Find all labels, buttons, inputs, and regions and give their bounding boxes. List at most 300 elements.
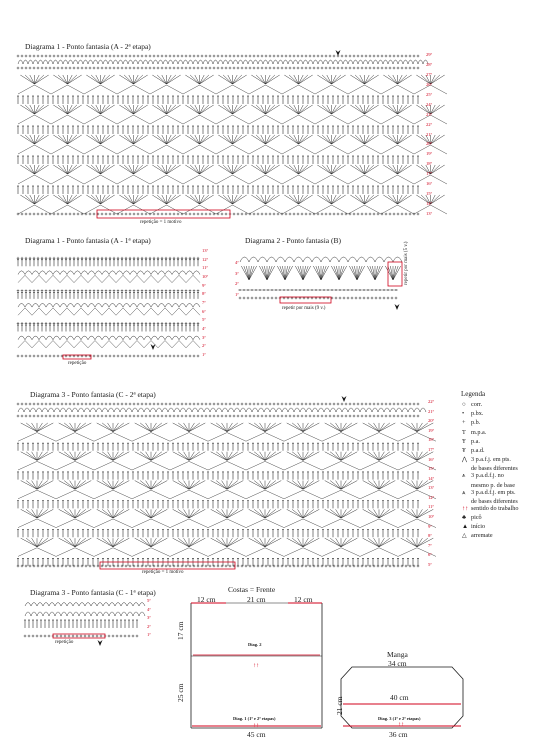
- d1a2-fan-row: [233, 135, 242, 144]
- d1a2-fan-row: [190, 75, 199, 84]
- d3c2-fan-row: [113, 538, 129, 547]
- d1a1-diag-row: [67, 308, 74, 315]
- d2-row-label: 1ª: [235, 292, 239, 297]
- d1a2-diag-row: [35, 115, 52, 124]
- d3c2-fan-row: [173, 481, 189, 490]
- d1a1-row-label: 7ª: [202, 300, 206, 305]
- d3c2-diag-row: [227, 490, 246, 499]
- d3c2-diag-row: [341, 461, 360, 470]
- d3c2-fan-row: [368, 538, 379, 547]
- d2-chain-row: [299, 289, 302, 291]
- d1a2-diag-row: [431, 175, 448, 184]
- d3c1-leaf-row: [85, 612, 97, 616]
- d1a2-fan-row: [101, 75, 110, 84]
- d3c2-fan-row: [173, 452, 189, 461]
- d3c2-fan-row: [254, 509, 265, 518]
- d3c2-row-label: 12ª: [428, 494, 434, 500]
- d1a2-diag-row: [51, 145, 68, 154]
- d1a2-diag-row: [68, 115, 85, 124]
- d1a2-diag-row: [84, 175, 101, 184]
- d3c2-diag-row: [208, 461, 227, 470]
- d2-chain-row: [283, 289, 286, 291]
- d1a2-fan-row: [68, 105, 77, 114]
- d3c2-fan-row: [292, 538, 303, 547]
- d1a2-fan-row: [365, 165, 374, 174]
- d1a2-diag-row: [332, 145, 349, 154]
- d3c2-pico-row: [174, 408, 186, 412]
- d1a2-fan-row: [223, 135, 232, 144]
- d3c2-diag-row: [341, 548, 360, 557]
- d1a2-fan-row: [355, 195, 364, 204]
- d1a2-diag-row: [183, 85, 200, 94]
- d3c2-diag-row: [208, 548, 227, 557]
- d3c2-diag-row: [37, 519, 56, 528]
- d3c2-diag-row: [170, 433, 189, 442]
- d1a1-row-label: 9ª: [202, 282, 206, 288]
- d3c2-fan-row: [379, 538, 390, 547]
- d1a2-fan-row: [365, 195, 374, 204]
- d1a1-row-label: 3ª: [202, 334, 206, 340]
- d3c2-pico-row: [294, 408, 306, 412]
- d1a2-fan-row: [355, 105, 364, 114]
- d3c2-fan-row: [401, 509, 417, 518]
- d1a2-diag-row: [365, 205, 382, 214]
- d3c2-diag-row: [94, 490, 113, 499]
- d2-row-label: 3ª: [235, 270, 239, 276]
- d1a1-diag-row: [18, 308, 25, 315]
- d1a2-diag-row: [266, 205, 283, 214]
- d3c2-fan-row: [265, 423, 276, 432]
- d1a1-diag-row: [172, 308, 179, 315]
- d1a2-row-label: 16ª: [426, 181, 432, 187]
- d1a1-diag-row: [109, 341, 116, 348]
- d1a2-diag-row: [134, 115, 151, 124]
- d1a2-diag-row: [315, 115, 332, 124]
- d3c2-fan-row: [26, 481, 37, 490]
- d1a1-diag-row: [144, 341, 151, 348]
- d3c1-finish-arrow: [98, 640, 103, 646]
- d3c2-fan-row: [330, 423, 341, 432]
- d1a2-fan-row: [91, 135, 100, 144]
- d3c2-fan-row: [341, 423, 352, 432]
- d1a2-diag-row: [68, 205, 85, 214]
- d3c2-fan-row: [227, 538, 238, 547]
- d3c2-fan-row: [135, 481, 151, 490]
- d3c2-fan-row: [379, 509, 390, 518]
- d3c2-fan-row: [75, 509, 91, 518]
- d3c2-fan-row: [151, 538, 162, 547]
- d1a2-fan-row: [322, 135, 331, 144]
- d3c2-fan-row: [140, 509, 151, 518]
- repeticao-note-1: repetição: [68, 361, 87, 366]
- d1a2-diag-row: [51, 85, 68, 94]
- d3c2-fan-row: [178, 509, 189, 518]
- d1a2-fan-row: [223, 75, 232, 84]
- d1a2-pico-row: [158, 60, 168, 64]
- d1a2-fan-row: [157, 195, 166, 204]
- d1a1-leaf-row: [130, 336, 144, 340]
- d2-chain-row: [263, 289, 266, 291]
- d3c2-row-label: 17ª: [428, 446, 434, 452]
- d3c2-diag-row: [265, 548, 284, 557]
- d1a1-leaf-row: [186, 303, 200, 307]
- d3c2-fan-row: [401, 452, 417, 461]
- d3c2-fan-row: [341, 452, 352, 461]
- d3c2-fan-row: [37, 423, 53, 432]
- d3c2-row-label: 18ª: [428, 437, 434, 443]
- d3c2-fan-row: [189, 423, 205, 432]
- d3c2-fan-row: [325, 481, 341, 490]
- d1a2-diag-row: [282, 175, 299, 184]
- d1a2-diag-row: [68, 145, 85, 154]
- d1a1-diag-row: [74, 341, 81, 348]
- d3c2-fan-row: [265, 452, 276, 461]
- d3c2-diag-row: [322, 461, 341, 470]
- d1a1-diag-row: [88, 308, 95, 315]
- d1a2-fan-row: [233, 75, 242, 84]
- d3c2-diag-row: [56, 490, 75, 499]
- d2-chain-row: [307, 289, 310, 291]
- d3c2-fan-row: [189, 509, 200, 518]
- d2-chain-row: [387, 289, 390, 291]
- d1a2-diag-row: [398, 205, 415, 214]
- d3c2-diag-row: [132, 490, 151, 499]
- d1a2-row-label: 26ª: [426, 81, 432, 87]
- d3c2-fan-row: [75, 452, 86, 461]
- d3c2-fan-row: [265, 481, 276, 490]
- d1a2-diag-row: [233, 175, 250, 184]
- d3c2-fan-row: [178, 423, 189, 432]
- d1a2-diag-row: [68, 85, 85, 94]
- diagram1-a1-title: Diagrama 1 - Ponto fantasia (A - 1ª etapa): [25, 236, 151, 245]
- d1a1-row-label: 13ª: [202, 248, 208, 253]
- d1a2-pico-row: [408, 60, 418, 64]
- d1a2-diag-row: [150, 205, 167, 214]
- d3c2-fan-row: [292, 452, 303, 461]
- d1a2-fan-row: [68, 75, 77, 84]
- d1a2-diag-row: [266, 175, 283, 184]
- d1a2-fan-row: [398, 105, 407, 114]
- d1a2-fan-row: [299, 135, 308, 144]
- d1a1-diag-row: [46, 275, 53, 282]
- d3c2-pico-row: [378, 408, 390, 412]
- d2-pico-row: [276, 257, 294, 262]
- d1a2-diag-row: [167, 115, 184, 124]
- d1a2-diag-row: [282, 145, 299, 154]
- d1a2-fan-row: [58, 165, 67, 174]
- d3c2-fan-row: [75, 538, 91, 547]
- d2-chain-row: [303, 289, 306, 291]
- d1a2-fan-row: [157, 165, 166, 174]
- d1a2-fan-row: [190, 165, 199, 174]
- d1a2-diag-row: [233, 85, 250, 94]
- d3c2-fan-row: [151, 538, 167, 547]
- d1a2-fan-row: [322, 165, 331, 174]
- d3c2-fan-row: [227, 452, 243, 461]
- d3c2-fan-row: [254, 452, 265, 461]
- d3c2-fan-row: [341, 509, 357, 518]
- d3c2-fan-row: [325, 452, 341, 461]
- d1a1-diag-row: [186, 341, 193, 348]
- d3c2-diag-row: [170, 461, 189, 470]
- d3c2-diag-row: [284, 490, 303, 499]
- d3c2-fan-row: [265, 509, 281, 518]
- d3c2-fan-row: [330, 481, 341, 490]
- diagram1-a2-title: Diagrama 1 - Ponto fantasia (A - 2ª etapa): [25, 42, 151, 51]
- d3c2-fan-row: [211, 452, 227, 461]
- d3c2-diag-row: [18, 519, 37, 528]
- d3c2-diag-row: [360, 433, 379, 442]
- d3c2-fan-row: [249, 538, 265, 547]
- d1a2-fan-row: [332, 105, 341, 114]
- d3c2-pico-row: [78, 408, 90, 412]
- d1a1-diag-row: [130, 308, 137, 315]
- d1a2-pico-row: [378, 60, 388, 64]
- d3c2-fan-row: [249, 423, 265, 432]
- d1a2-diag-row: [200, 115, 217, 124]
- d2-chain-row: [255, 289, 258, 291]
- d1a1-row-label: 1ª: [202, 352, 206, 357]
- d3c2-fan-row: [292, 509, 303, 518]
- d3c2-row-label: 13ª: [428, 485, 434, 491]
- d1a1-leaf-row: [74, 303, 88, 307]
- d3c2-fan-row: [178, 481, 189, 490]
- d1a1-diag-row: [158, 341, 165, 348]
- d1a2-fan-row: [200, 165, 209, 174]
- d3c1-pico-row: [61, 603, 73, 607]
- d3c2-diag-row: [227, 433, 246, 442]
- d1a2-fan-row: [167, 135, 176, 144]
- d3c1-leaf-row: [37, 612, 49, 616]
- d1a2-fan-row: [58, 195, 67, 204]
- d2-chain-row: [371, 289, 374, 291]
- d3c2-fan-row: [368, 509, 379, 518]
- d3c2-fan-row: [265, 538, 281, 547]
- d3c2-fan-row: [249, 452, 265, 461]
- d1a1-diag-row: [193, 308, 200, 315]
- d1a2-diag-row: [18, 175, 35, 184]
- d3c2-pico-row: [342, 408, 354, 412]
- d1a2-fan-row: [365, 135, 374, 144]
- d3c2-diag-row: [189, 519, 208, 528]
- d3c2-fan-row: [75, 423, 91, 432]
- d3c2-fan-row: [363, 538, 379, 547]
- d3c2-fan-row: [113, 452, 124, 461]
- d1a2-diag-row: [68, 175, 85, 184]
- d1a2-pico-row: [348, 60, 358, 64]
- d2-pico-row: [384, 257, 402, 262]
- d3c2-finish-arrow: [342, 396, 347, 402]
- diagram2-title: Diagrama 2 - Ponto fantasia (B): [245, 236, 342, 245]
- d3c2-fan-row: [59, 481, 75, 490]
- d1a2-diag-row: [134, 85, 151, 94]
- d2-chain-row: [331, 289, 334, 291]
- d2-pico-row: [348, 257, 366, 262]
- d3c2-pico-row: [258, 408, 270, 412]
- d1a2-pico-row: [388, 60, 398, 64]
- d3c2-fan-row: [303, 481, 314, 490]
- d2-chain-row: [347, 289, 350, 291]
- d3c2-fan-row: [254, 423, 265, 432]
- d3c2-fan-row: [189, 452, 200, 461]
- d3c2-diag-row: [56, 433, 75, 442]
- d3c2-fan-row: [227, 509, 238, 518]
- d3c2-fan-row: [75, 509, 86, 518]
- d1a1-diag-row: [137, 308, 144, 315]
- d2-fan-row: [303, 266, 308, 280]
- d1a1-leaf-row: [32, 303, 46, 307]
- d1a2-row-label: 18ª: [426, 161, 432, 167]
- d3c2-diag-row: [94, 461, 113, 470]
- d1a2-pico-row: [28, 60, 38, 64]
- d3c2-diag-row: [322, 519, 341, 528]
- d3c2-fan-row: [211, 481, 227, 490]
- d3c2-fan-row: [292, 423, 303, 432]
- d1a2-fan-row: [25, 135, 34, 144]
- d3c2-pico-row: [198, 408, 210, 412]
- d1a2-fan-row: [233, 105, 242, 114]
- manga-arrows: ↑↑: [398, 722, 404, 728]
- d1a2-fan-row: [68, 135, 77, 144]
- d1a1-diag-row: [151, 308, 158, 315]
- d2-fan-row: [298, 266, 303, 280]
- d3c2-pico-row: [318, 408, 330, 412]
- d3c2-pico-row: [402, 408, 414, 412]
- d3c2-fan-row: [113, 538, 124, 547]
- d3c2-pico-row: [90, 408, 102, 412]
- d3c2-fan-row: [287, 452, 303, 461]
- d3c2-diag-row: [379, 490, 398, 499]
- rep-motivo-note-3: repetição = 1 motivo: [142, 570, 184, 575]
- d1a1-diag-row: [186, 275, 193, 282]
- d3c1-leaf-row: [73, 612, 85, 616]
- d2-chain-row: [295, 289, 298, 291]
- d1a2-fan-row: [190, 195, 199, 204]
- d3c2-fan-row: [113, 509, 129, 518]
- d1a1-diag-row: [109, 275, 116, 282]
- d1a1-diag-row: [60, 275, 67, 282]
- d1a2-diag-row: [117, 175, 134, 184]
- d3c2-fan-row: [406, 423, 417, 432]
- d3c2-diag-row: [246, 490, 265, 499]
- d1a2-fan-row: [223, 105, 232, 114]
- d3c2-fan-row: [37, 509, 53, 518]
- d2-chain-row: [315, 289, 318, 291]
- d3c2-fan-row: [75, 481, 91, 490]
- d2-row-label: 4ª: [235, 260, 239, 265]
- d3c2-diag-row: [303, 548, 322, 557]
- d3c2-pico-row: [246, 408, 258, 412]
- d1a2-diag-row: [249, 115, 266, 124]
- d1a2-diag-row: [398, 145, 415, 154]
- d1a2-diag-row: [101, 175, 118, 184]
- d1a2-diag-row: [398, 85, 415, 94]
- d3c2-diag-row: [265, 490, 284, 499]
- d1a2-fan-row: [101, 195, 110, 204]
- d1a2-fan-row: [332, 135, 341, 144]
- d3c2-pico-row: [114, 408, 126, 412]
- d3c2-fan-row: [227, 481, 243, 490]
- d1a2-diag-row: [249, 205, 266, 214]
- d1a2-row-label: 25ª: [426, 91, 432, 97]
- d3c2-pico-row: [282, 408, 294, 412]
- d1a2-diag-row: [134, 175, 151, 184]
- d2-fan-row: [388, 266, 393, 280]
- d1a2-fan-row: [299, 165, 308, 174]
- d1a2-diag-row: [51, 205, 68, 214]
- d1a2-pico-row: [48, 60, 58, 64]
- d1a1-diag-row: [88, 275, 95, 282]
- d3c2-diag-row: [303, 433, 322, 442]
- d1a1-leaf-row: [102, 303, 116, 307]
- d3c2-fan-row: [178, 452, 189, 461]
- d1a1-leaf-row: [32, 336, 46, 340]
- d2-chain-row: [319, 289, 322, 291]
- d3c2-fan-row: [341, 481, 357, 490]
- d3c2-pico-row: [138, 408, 150, 412]
- d3c2-diag-row: [322, 548, 341, 557]
- d1a1-diag-row: [95, 275, 102, 282]
- d1a2-fan-row: [289, 105, 298, 114]
- d1a1-diag-row: [193, 341, 200, 348]
- d3c2-fan-row: [341, 481, 352, 490]
- d3c2-fan-row: [341, 538, 357, 547]
- d1a1-diag-row: [81, 275, 88, 282]
- d3c2-fan-row: [379, 452, 395, 461]
- d3c2-diag-row: [208, 490, 227, 499]
- d1a2-fan-row: [398, 75, 407, 84]
- d1a2-fan-row: [266, 165, 275, 174]
- d3c2-fan-row: [330, 452, 341, 461]
- d1a2-diag-row: [315, 85, 332, 94]
- d1a2-diag-row: [315, 145, 332, 154]
- d1a2-diag-row: [101, 115, 118, 124]
- d3c2-fan-row: [37, 538, 53, 547]
- d3c2-fan-row: [254, 538, 265, 547]
- d2-pico-row: [294, 257, 312, 262]
- d1a2-fan-row: [332, 165, 341, 174]
- d2-chain-row: [275, 289, 278, 291]
- d3c2-fan-row: [211, 538, 227, 547]
- d1a1-diag-row: [74, 275, 81, 282]
- d3c2-fan-row: [189, 481, 205, 490]
- d1a1-diag-row: [95, 308, 102, 315]
- d3c2-fan-row: [189, 538, 205, 547]
- d3c2-fan-row: [303, 481, 319, 490]
- d2-fan-row: [267, 266, 272, 280]
- d3c2-fan-row: [102, 452, 113, 461]
- d3c2-diag-row: [208, 433, 227, 442]
- d3c1-leaf-row: [109, 612, 121, 616]
- d3c2-fan-row: [189, 452, 205, 461]
- d1a1-leaf-row: [172, 303, 186, 307]
- d1a2-diag-row: [216, 145, 233, 154]
- d2-chain-row: [363, 289, 366, 291]
- d3c2-diag-row: [360, 519, 379, 528]
- d3c2-diag-row: [417, 519, 436, 528]
- d1a2-diag-row: [183, 115, 200, 124]
- d1a1-leaf-row: [144, 303, 158, 307]
- d3c2-fan-row: [406, 538, 417, 547]
- d1a2-diag-row: [200, 175, 217, 184]
- d1a2-pico-row: [228, 60, 238, 64]
- d1a2-fan-row: [68, 165, 77, 174]
- d3c2-diag-row: [189, 461, 208, 470]
- d3c2-fan-row: [97, 509, 113, 518]
- d3c2-fan-row: [37, 509, 48, 518]
- d1a2-fan-row: [398, 165, 407, 174]
- d2-chain-row: [355, 289, 358, 291]
